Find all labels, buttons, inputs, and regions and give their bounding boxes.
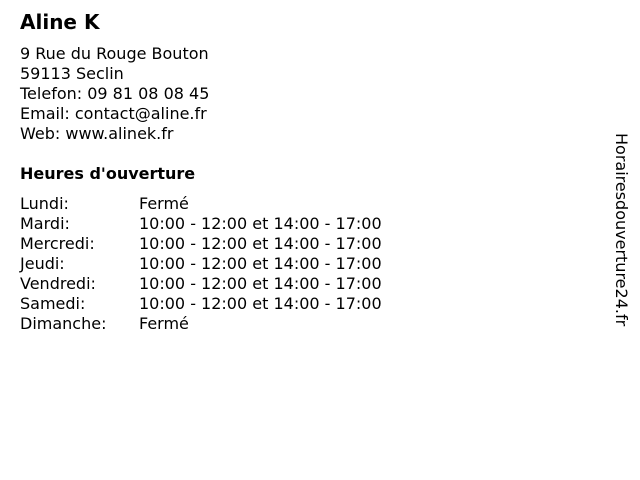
day-hours: 10:00 - 12:00 et 14:00 - 17:00 <box>139 214 382 233</box>
phone-number: Telefon: 09 81 08 08 45 <box>20 84 210 103</box>
email-address: Email: contact@aline.fr <box>20 104 207 123</box>
day-label: Dimanche: <box>20 314 107 333</box>
contact-info <box>20 44 209 144</box>
hours-row-jeudi <box>20 254 382 274</box>
day-hours: 10:00 - 12:00 et 14:00 - 17:00 <box>139 294 382 313</box>
opening-hours-title: Heures d'ouverture <box>20 164 196 183</box>
business-name: Aline K <box>20 10 100 34</box>
hours-row-vendredi <box>20 274 382 294</box>
day-label: Jeudi: <box>20 254 65 273</box>
day-label: Lundi: <box>20 194 69 213</box>
day-hours: 10:00 - 12:00 et 14:00 - 17:00 <box>139 274 382 293</box>
hours-row-mercredi <box>20 234 382 254</box>
day-hours: Fermé <box>139 314 189 333</box>
day-hours: 10:00 - 12:00 et 14:00 - 17:00 <box>139 254 382 273</box>
website: Web: www.alinek.fr <box>20 124 174 143</box>
site-watermark: Horairesdouverture24.fr <box>612 133 631 327</box>
hours-row-dimanche <box>20 314 382 334</box>
day-hours: Fermé <box>139 194 189 213</box>
day-label: Samedi: <box>20 294 86 313</box>
hours-row-mardi <box>20 214 382 234</box>
day-label: Mardi: <box>20 214 70 233</box>
hours-row-lundi <box>20 194 382 214</box>
day-label: Vendredi: <box>20 274 96 293</box>
hours-row-samedi <box>20 294 382 314</box>
opening-hours-table <box>20 194 382 334</box>
address-street: 9 Rue du Rouge Bouton <box>20 44 209 63</box>
address-city: 59113 Seclin <box>20 64 124 83</box>
day-hours: 10:00 - 12:00 et 14:00 - 17:00 <box>139 234 382 253</box>
day-label: Mercredi: <box>20 234 95 253</box>
